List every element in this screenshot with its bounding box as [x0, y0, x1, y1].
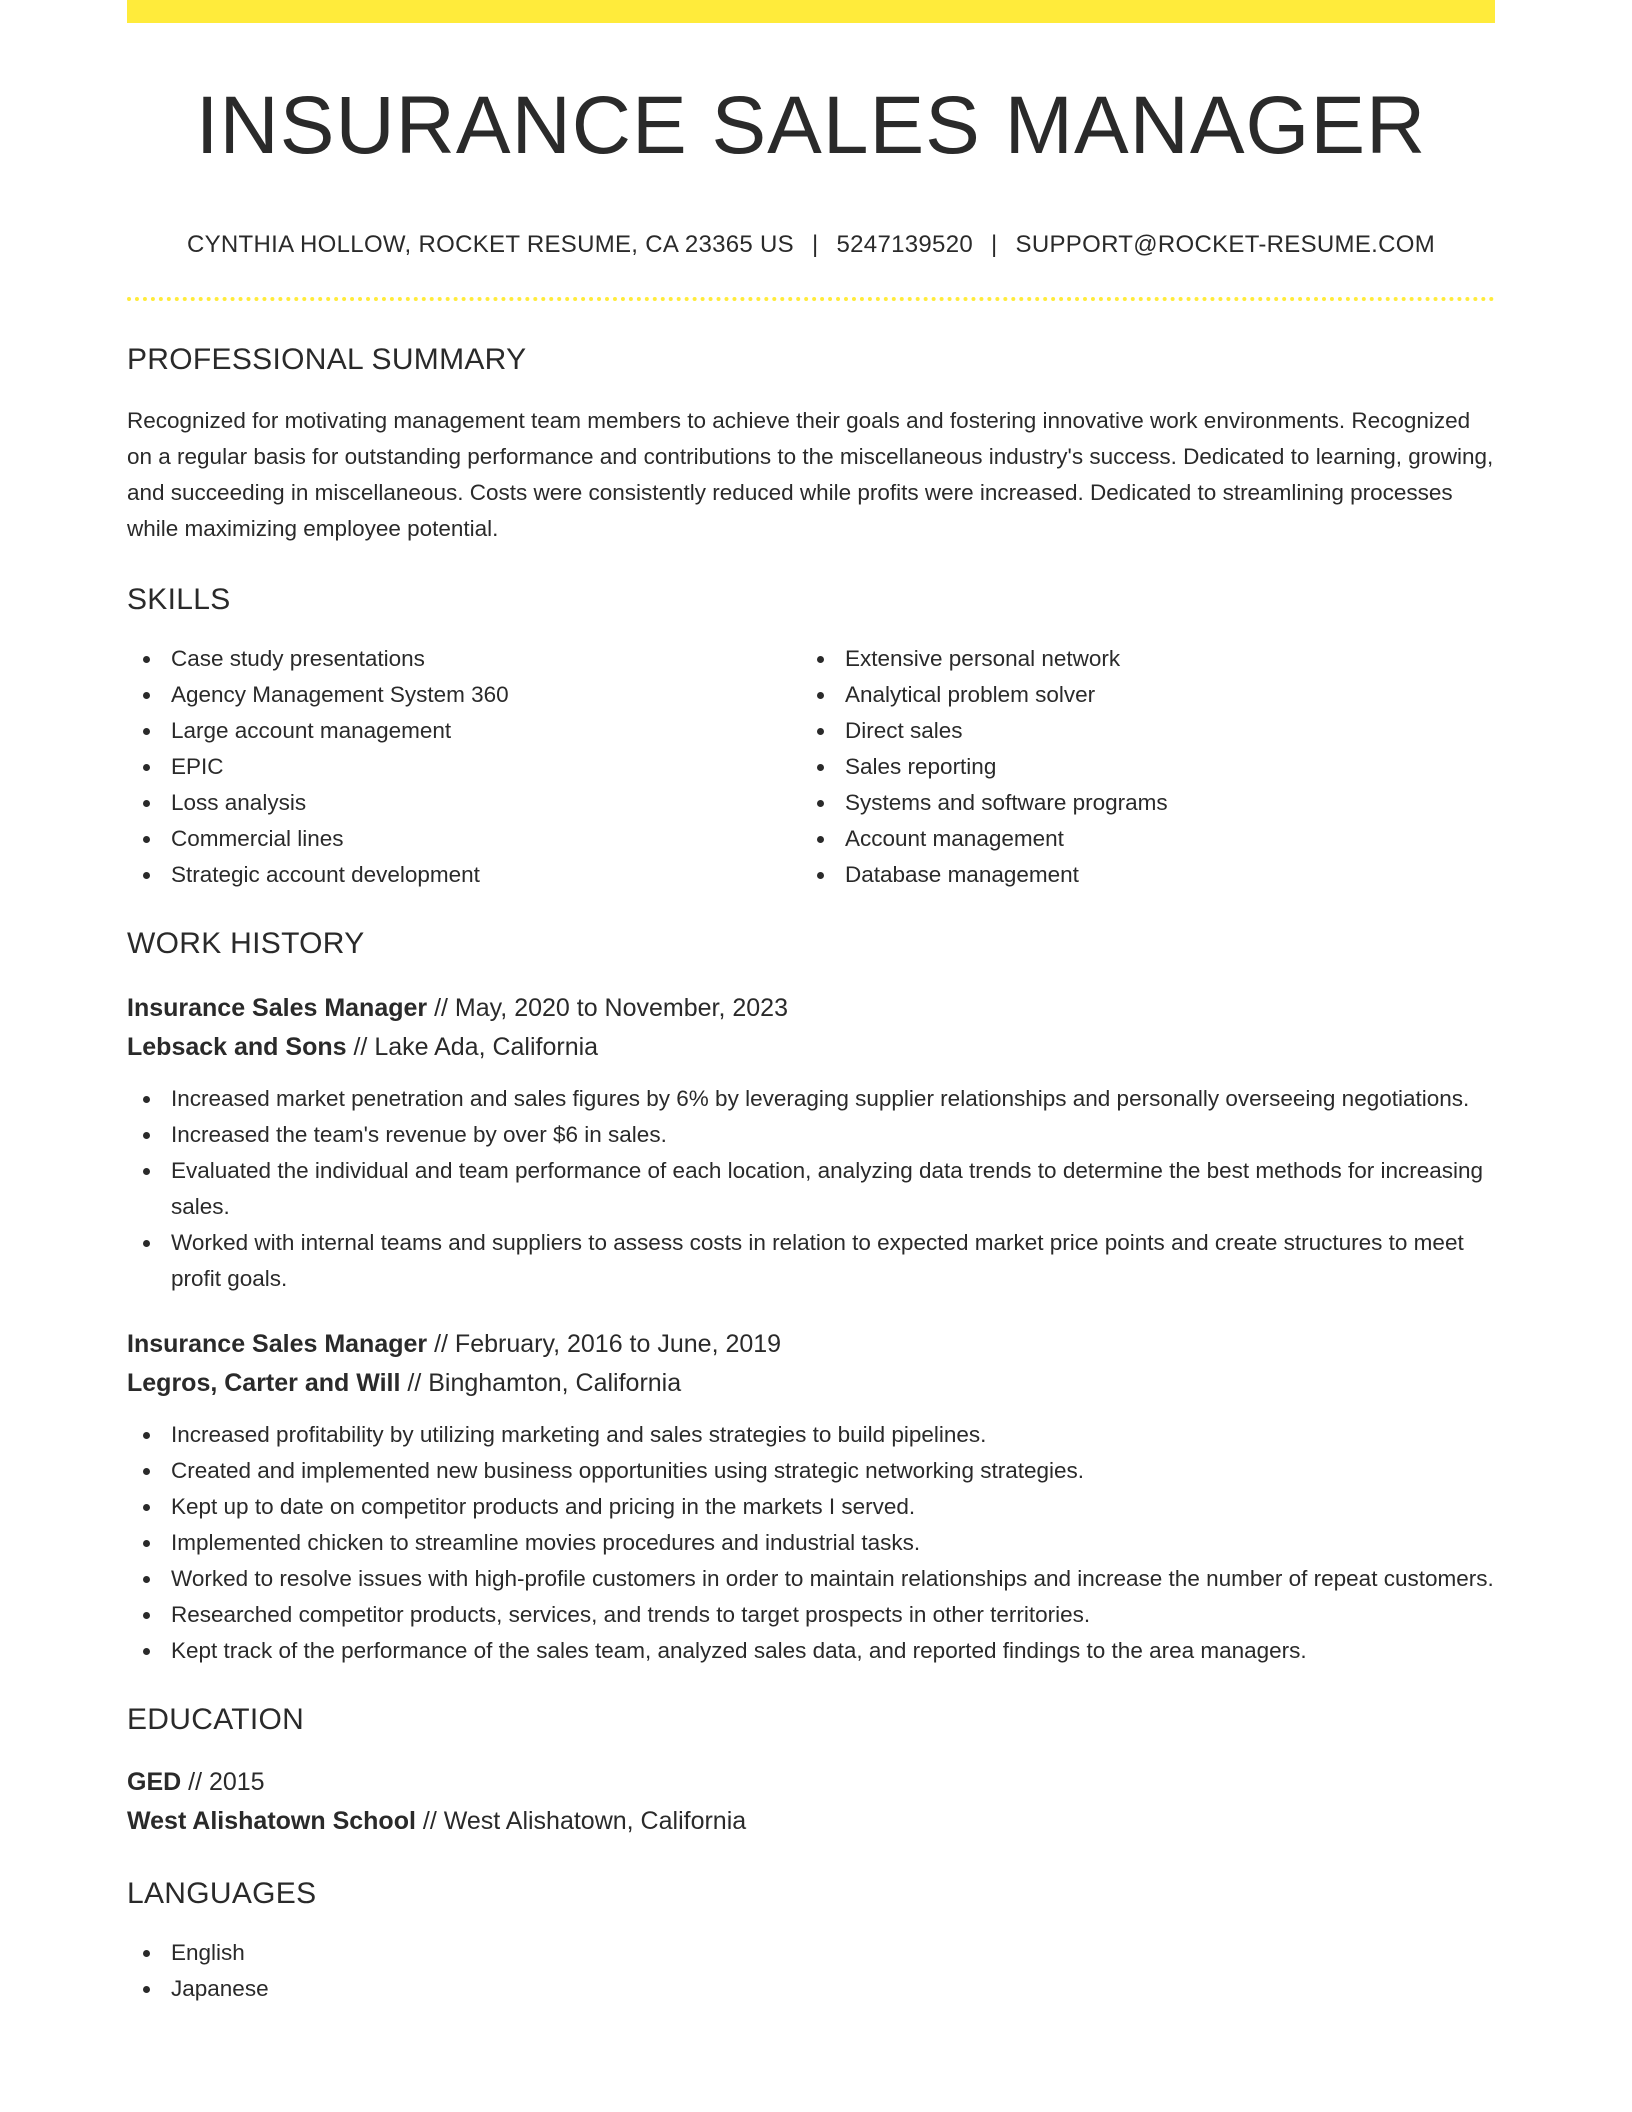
job-bullet: Implemented chicken to streamline movies procedures and industrial tasks.: [127, 1525, 1495, 1561]
language-item: English: [127, 1935, 1495, 1971]
job-bullet: Worked to resolve issues with high-profile customers in order to maintain relationships and increase the number of repeat customers.: [127, 1561, 1495, 1597]
languages-heading: LANGUAGES: [127, 1877, 317, 1910]
job-dates: // May, 2020 to November, 2023: [427, 994, 788, 1022]
job-bullet: Researched competitor products, services, and trends to target prospects in other territories.: [127, 1597, 1495, 1633]
skill-item: Sales reporting: [801, 749, 1475, 785]
work-history-heading: WORK HISTORY: [127, 927, 365, 960]
job-bullet: Increased the team's revenue by over $6 in sales.: [127, 1117, 1495, 1153]
skills-list-left: [127, 641, 801, 893]
job-bullet: Increased profitability by utilizing marketing and sales strategies to build pipelines.: [127, 1417, 1495, 1453]
skill-item: Large account management: [127, 713, 801, 749]
job-bullet: Created and implemented new business opportunities using strategic networking strategies.: [127, 1453, 1495, 1489]
dotted-divider: [127, 297, 1495, 301]
education-degree: GED: [127, 1768, 182, 1796]
skills-grid: [127, 641, 1495, 893]
contact-email: SUPPORT@ROCKET-RESUME.COM: [1015, 231, 1436, 258]
contact-phone: 5247139520: [836, 231, 973, 258]
skill-item: Case study presentations: [127, 641, 801, 677]
education-entry: [127, 1763, 1495, 1841]
job-location: // Binghamton, California: [400, 1369, 682, 1397]
education-year: // 2015: [181, 1768, 265, 1796]
job-company: Lebsack and Sons: [127, 1033, 347, 1061]
skill-item: Direct sales: [801, 713, 1475, 749]
summary-text: Recognized for motivating management team members to achieve their goals and fostering innovative work environments. Recognized on a regular basis for outstanding performance and contributions to the miscellaneous industry's success. Dedicated to learning, growing, and succeeding in miscellaneous. Costs were consistently reduced while profits were increased. Dedicated to streamlining processes while maximizing employee potential.: [127, 408, 1494, 541]
job-company: Legros, Carter and Will: [127, 1369, 401, 1397]
education-heading: EDUCATION: [127, 1703, 305, 1736]
skill-item: Database management: [801, 857, 1475, 893]
skill-item: Extensive personal network: [801, 641, 1475, 677]
languages-list: [127, 1935, 1495, 2007]
job-title: Insurance Sales Manager: [127, 1330, 428, 1358]
education-school-line: [127, 1802, 1495, 1841]
job-company-line: [127, 1028, 1495, 1067]
skill-item: Loss analysis: [127, 785, 801, 821]
job-bullet: Kept track of the performance of the sales team, analyzed sales data, and reported findings to the area managers.: [127, 1633, 1495, 1669]
job-title-line: [127, 1325, 1495, 1364]
language-item: Japanese: [127, 1971, 1495, 2007]
job-title: Insurance Sales Manager: [127, 994, 428, 1022]
skill-item: Account management: [801, 821, 1475, 857]
accent-top-bar: [127, 0, 1495, 23]
skill-item: Strategic account development: [127, 857, 801, 893]
job-entry: [127, 989, 1495, 1297]
skills-column-right: [801, 641, 1475, 893]
job-bullet-list: [127, 1081, 1495, 1297]
education-degree-line: [127, 1763, 1495, 1802]
summary-heading: PROFESSIONAL SUMMARY: [127, 343, 527, 376]
resume-title: INSURANCE SALES MANAGER: [195, 80, 1427, 171]
contact-separator: |: [811, 231, 819, 258]
skill-item: Commercial lines: [127, 821, 801, 857]
skill-item: Analytical problem solver: [801, 677, 1475, 713]
education-location: // West Alishatown, California: [415, 1807, 747, 1835]
contact-separator: |: [991, 231, 998, 258]
job-bullet: Worked with internal teams and suppliers to assess costs in relation to expected market price points and create structures to meet profit goals.: [127, 1225, 1495, 1297]
job-bullet: Increased market penetration and sales figures by 6% by leveraging supplier relationships and personally overseeing negotiations.: [127, 1081, 1495, 1117]
job-entry: [127, 1325, 1495, 1669]
skills-list-right: [801, 641, 1475, 893]
job-company-line: [127, 1364, 1495, 1403]
resume-page: [127, 0, 1495, 2007]
skill-item: Agency Management System 360: [127, 677, 801, 713]
skill-item: Systems and software programs: [801, 785, 1475, 821]
skill-item: EPIC: [127, 749, 801, 785]
skills-column-left: [127, 641, 801, 893]
job-bullet: Evaluated the individual and team performance of each location, analyzing data trends to determine the best methods for increasing sales.: [127, 1153, 1495, 1225]
education-school: West Alishatown School: [127, 1807, 416, 1835]
job-location: // Lake Ada, California: [346, 1033, 599, 1061]
skills-heading: SKILLS: [127, 583, 231, 616]
job-bullet: Kept up to date on competitor products and pricing in the markets I served.: [127, 1489, 1495, 1525]
contact-line: [127, 231, 1495, 259]
job-bullet-list: [127, 1417, 1495, 1669]
job-title-line: [127, 989, 1495, 1028]
contact-address: CYNTHIA HOLLOW, ROCKET RESUME, CA 23365 US: [186, 231, 794, 258]
job-dates: // February, 2016 to June, 2019: [427, 1330, 782, 1358]
